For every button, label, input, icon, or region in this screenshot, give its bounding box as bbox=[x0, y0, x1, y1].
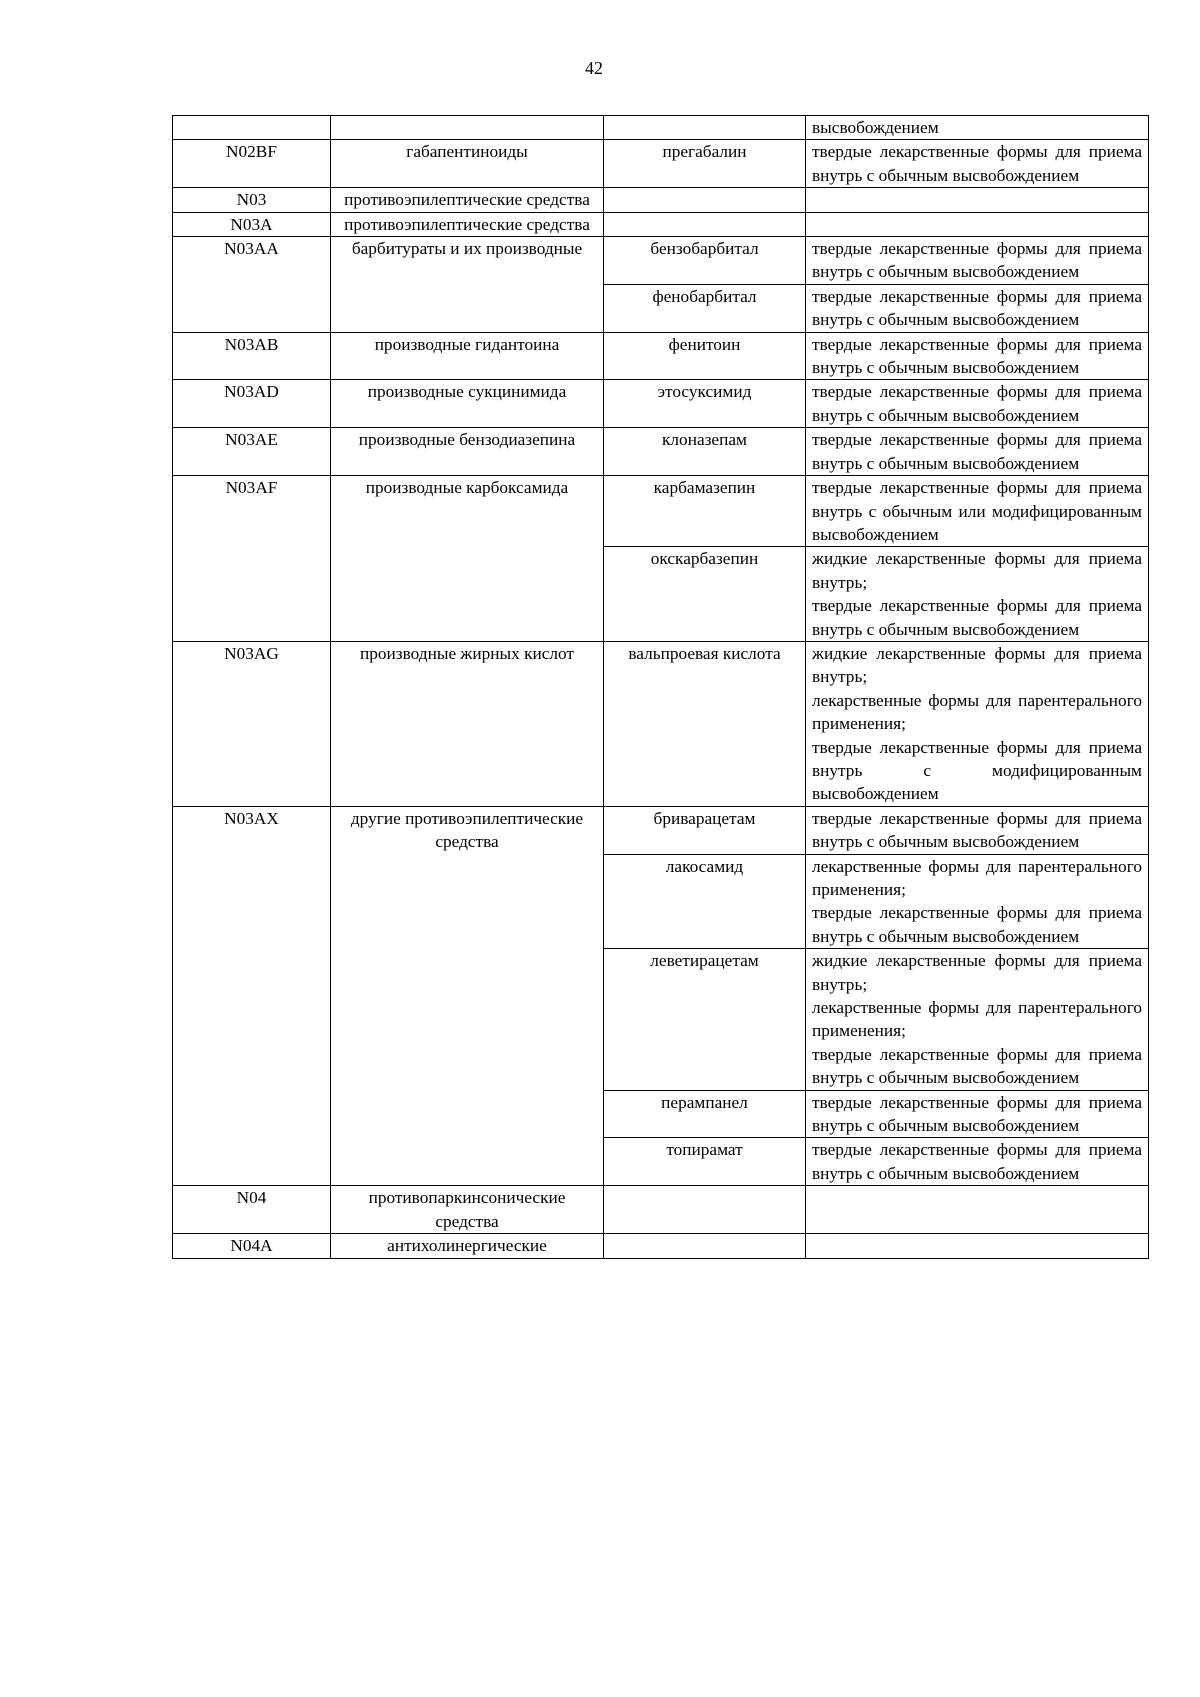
dosage-form-text: твердые лекарственные формы для приема внутрь с обычным высвобождением bbox=[812, 430, 1142, 473]
dosage-form-cell bbox=[806, 332, 1149, 380]
table-row bbox=[173, 1234, 1149, 1258]
dosage-form-cell bbox=[806, 476, 1149, 547]
dosage-form-text: жидкие лекарственные формы для приема внутрь; bbox=[812, 951, 1142, 994]
atc-code-cell: N03AE bbox=[173, 428, 331, 476]
group-name-cell: производные сукцинимида bbox=[331, 380, 604, 428]
dosage-form-text: твердые лекарственные формы для приема внутрь с обычным или модифицированным высвобождением bbox=[812, 478, 1142, 544]
dosage-form-text: твердые лекарственные формы для приема внутрь с обычным высвобождением bbox=[812, 334, 1142, 378]
drug-name-cell: бриварацетам bbox=[604, 806, 806, 854]
drug-name-cell: клоназепам bbox=[604, 428, 806, 476]
drug-name-cell: этосуксимид bbox=[604, 380, 806, 428]
group-name-cell: производные гидантоина bbox=[331, 332, 604, 380]
table-row bbox=[173, 806, 1149, 854]
dosage-form-cell bbox=[806, 380, 1149, 428]
group-name-cell: антихолинергические bbox=[331, 1234, 604, 1258]
atc-code-cell: N02BF bbox=[173, 140, 331, 188]
atc-code-cell: N03 bbox=[173, 188, 331, 212]
dosage-form-cell bbox=[806, 237, 1149, 285]
table-row bbox=[173, 380, 1149, 428]
drug-name-cell bbox=[604, 212, 806, 236]
drug-name-cell: фенитоин bbox=[604, 332, 806, 380]
group-name-cell: противопаркинсонические средства bbox=[331, 1186, 604, 1234]
dosage-form-cell bbox=[806, 188, 1149, 212]
dosage-form-cell bbox=[806, 1186, 1149, 1234]
dosage-form-cell bbox=[806, 641, 1149, 806]
dosage-form-cell bbox=[806, 116, 1149, 140]
group-name-cell: производные жирных кислот bbox=[331, 641, 604, 806]
drug-name-cell: леветирацетам bbox=[604, 949, 806, 1090]
dosage-form-text: жидкие лекарственные формы для приема внутрь; bbox=[812, 643, 1142, 687]
dosage-form-cell bbox=[806, 1138, 1149, 1186]
dosage-form-cell bbox=[806, 212, 1149, 236]
dosage-form-cell bbox=[806, 949, 1149, 1090]
dosage-form-cell bbox=[806, 428, 1149, 476]
dosage-form-text: твердые лекарственные формы для приема внутрь с обычным высвобождением bbox=[812, 239, 1142, 282]
page-number: 42 bbox=[585, 58, 603, 78]
table-row bbox=[173, 140, 1149, 188]
drug-name-cell: фенобарбитал bbox=[604, 284, 806, 332]
drug-name-cell: топирамат bbox=[604, 1138, 806, 1186]
dosage-form-text: твердые лекарственные формы для приема внутрь с обычным высвобождением bbox=[812, 808, 1142, 852]
table-row bbox=[173, 212, 1149, 236]
table-row bbox=[173, 476, 1149, 547]
dosage-form-cell bbox=[806, 1234, 1149, 1258]
drug-name-cell: лакосамид bbox=[604, 854, 806, 949]
drug-name-cell bbox=[604, 1186, 806, 1234]
table-row bbox=[173, 1186, 1149, 1234]
dosage-form-text: твердые лекарственные формы для приема внутрь с обычным высвобождением bbox=[812, 1140, 1142, 1183]
atc-code-cell bbox=[173, 116, 331, 140]
dosage-form-text: твердые лекарственные формы для приема внутрь с обычным высвобождением bbox=[812, 142, 1142, 185]
dosage-form-cell bbox=[806, 547, 1149, 642]
drug-name-cell: перампанел bbox=[604, 1090, 806, 1138]
dosage-form-text: твердые лекарственные формы для приема внутрь с обычным высвобождением bbox=[812, 1044, 1142, 1088]
group-name-cell: производные бензодиазепина bbox=[331, 428, 604, 476]
dosage-form-text: твердые лекарственные формы для приема внутрь с обычным высвобождением bbox=[812, 286, 1142, 330]
drug-name-cell: прегабалин bbox=[604, 140, 806, 188]
group-name-cell: производные карбоксамида bbox=[331, 476, 604, 642]
drug-name-cell bbox=[604, 116, 806, 140]
atc-code-cell: N03AX bbox=[173, 806, 331, 1186]
drug-name-cell: окскарбазепин bbox=[604, 547, 806, 642]
atc-code-cell: N03A bbox=[173, 212, 331, 236]
table-row bbox=[173, 641, 1149, 806]
table-row bbox=[173, 332, 1149, 380]
dosage-form-text: твердые лекарственные формы для приема внутрь с обычным высвобождением bbox=[812, 903, 1142, 946]
dosage-form-text: лекарственные формы для парентерального применения; bbox=[812, 856, 1142, 899]
atc-code-cell: N03AD bbox=[173, 380, 331, 428]
dosage-form-text: лекарственные формы для парентерального применения; bbox=[812, 998, 1142, 1041]
atc-code-cell: N04A bbox=[173, 1234, 331, 1258]
drug-name-cell: вальпроевая кислота bbox=[604, 641, 806, 806]
atc-code-cell: N03AG bbox=[173, 641, 331, 806]
group-name-cell: противоэпилептические средства bbox=[331, 212, 604, 236]
dosage-form-text: лекарственные формы для парентерального применения; bbox=[812, 690, 1142, 734]
group-name-cell: противоэпилептические средства bbox=[331, 188, 604, 212]
dosage-form-text: твердые лекарственные формы для приема внутрь с обычным высвобождением bbox=[812, 596, 1142, 639]
atc-code-cell: N04 bbox=[173, 1186, 331, 1234]
atc-code-cell: N03AB bbox=[173, 332, 331, 380]
table-row bbox=[173, 116, 1149, 140]
dosage-form-text: твердые лекарственные формы для приема внутрь с модифицированным высвобождением bbox=[812, 737, 1142, 804]
dosage-form-text: высвобождением bbox=[812, 118, 939, 137]
dosage-form-cell bbox=[806, 284, 1149, 332]
dosage-form-cell bbox=[806, 140, 1149, 188]
drug-name-cell bbox=[604, 1234, 806, 1258]
dosage-form-text: твердые лекарственные формы для приема внутрь с обычным высвобождением bbox=[812, 382, 1142, 425]
drug-table bbox=[172, 115, 1149, 1259]
group-name-cell: другие противоэпилептические средства bbox=[331, 806, 604, 1186]
group-name-cell: барбитураты и их производные bbox=[331, 237, 604, 333]
table-row bbox=[173, 428, 1149, 476]
dosage-form-text: жидкие лекарственные формы для приема внутрь; bbox=[812, 549, 1142, 592]
table-row bbox=[173, 237, 1149, 285]
drug-name-cell bbox=[604, 188, 806, 212]
group-name-cell bbox=[331, 116, 604, 140]
dosage-form-cell bbox=[806, 1090, 1149, 1138]
atc-code-cell: N03AA bbox=[173, 237, 331, 333]
dosage-form-text: твердые лекарственные формы для приема внутрь с обычным высвобождением bbox=[812, 1092, 1142, 1136]
dosage-form-cell bbox=[806, 854, 1149, 949]
table-row bbox=[173, 188, 1149, 212]
drug-name-cell: бензобарбитал bbox=[604, 237, 806, 285]
group-name-cell: габапентиноиды bbox=[331, 140, 604, 188]
atc-code-cell: N03AF bbox=[173, 476, 331, 642]
drug-name-cell: карбамазепин bbox=[604, 476, 806, 547]
table-body bbox=[173, 116, 1149, 1259]
dosage-form-cell bbox=[806, 806, 1149, 854]
